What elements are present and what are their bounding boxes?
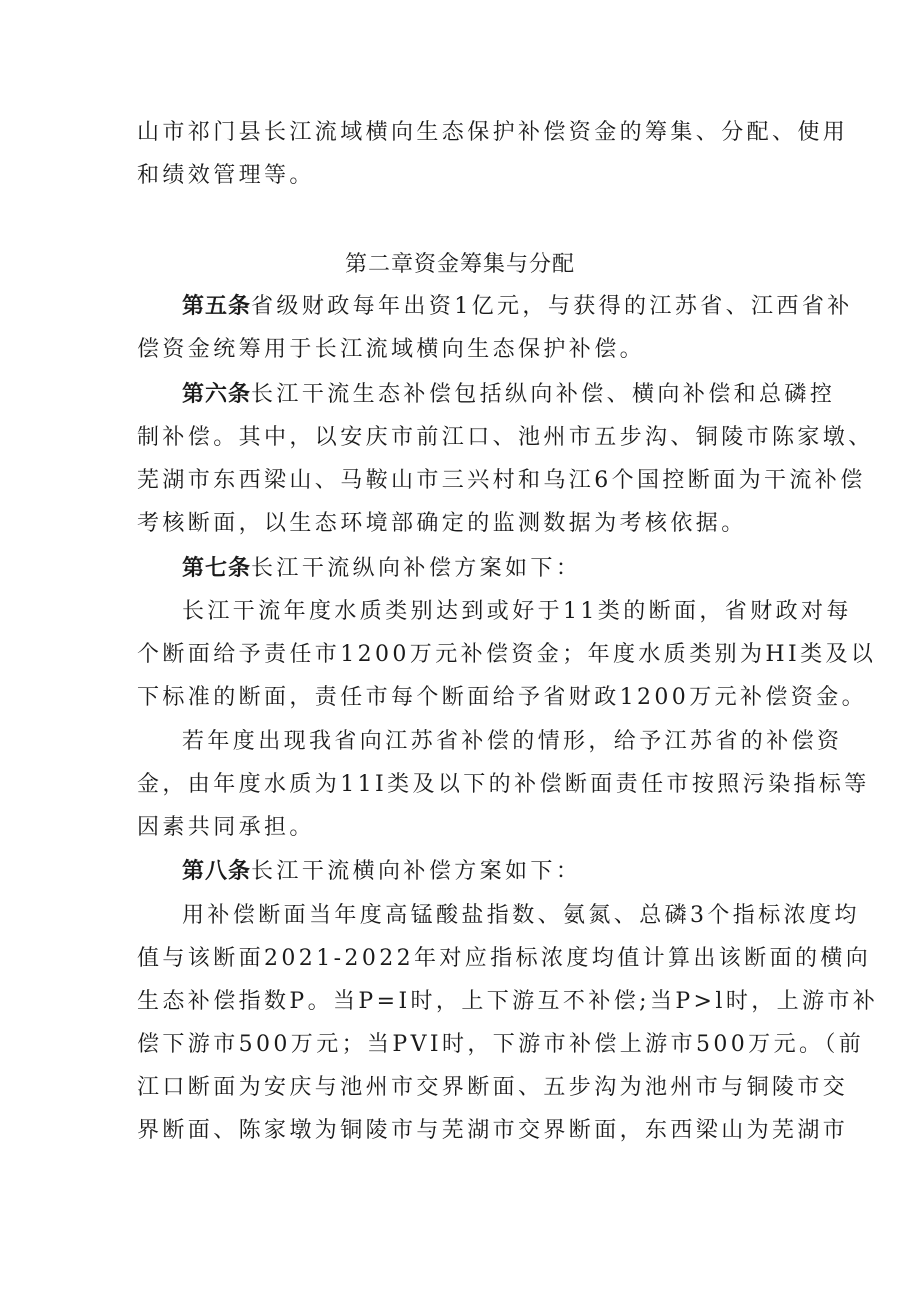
article-8-label: 第八条 — [182, 859, 252, 884]
article-6-line-3: 芜湖市东西梁山、马鞍山市三兴村和乌江6个国控断面为干流补偿 — [137, 468, 866, 493]
article-5-text: 省级财政每年出资1亿元，与获得的江苏省、江西省补 — [251, 294, 853, 319]
article-6-text: 长江干流生态补偿包括纵向补偿、横向补偿和总磷控 — [251, 382, 836, 407]
article-7-text: 长江干流纵向补偿方案如下： — [251, 556, 582, 581]
article-6-line-1 — [182, 380, 836, 410]
article-8-text: 长江干流横向补偿方案如下： — [251, 859, 582, 884]
article-8-line-1 — [182, 857, 797, 887]
article-6-line-2: 制补偿。其中，以安庆市前江口、池州市五步沟、铜陵市陈家墩、 — [137, 425, 874, 450]
intro-line-2: 和绩效管理等。 — [137, 163, 315, 188]
article-7-para2-line-3: 因素共同承担。 — [137, 815, 315, 840]
article-5-line-1 — [182, 292, 853, 322]
article-8-para1-line-1: 用补偿断面当年度高锰酸盐指数、氨氮、总磷3个指标浓度均 — [182, 903, 860, 928]
article-7-para2-line-2: 金，由年度水质为11I类及以下的补偿断面责任市按照污染指标等 — [137, 772, 870, 797]
article-7-label: 第七条 — [182, 556, 252, 581]
article-5-line-2: 偿资金统筹用于长江流域横向生态保护补偿。 — [137, 337, 646, 362]
intro-line-1: 山市祁门县长江流域横向生态保护补偿资金的筹集、分配、使用 — [137, 120, 849, 145]
chapter-title: 第二章资金筹集与分配 — [344, 252, 575, 277]
article-7-para2-line-1: 若年度出现我省向江苏省补偿的情形，给予江苏省的补偿资 — [182, 729, 843, 754]
article-7-para1-line-2: 个断面给予责任市1200万元补偿资金；年度水质类别为HI类及以 — [137, 642, 877, 667]
article-8-para1-line-6: 界断面、陈家墩为铜陵市与芜湖市交界断面，东西梁山为芜湖市 — [137, 1118, 849, 1143]
article-8-para1-line-2: 值与该断面2021-2022年对应指标浓度均值计算出该断面的横向 — [137, 946, 872, 971]
article-7-para1-line-1: 长江干流年度水质类别达到或好于11类的断面，省财政对每 — [182, 599, 852, 624]
article-6-label: 第六条 — [182, 382, 252, 407]
article-5-label: 第五条 — [182, 294, 252, 319]
article-8-para1-line-5: 江口断面为安庆与池州市交界断面、五步沟为池州市与铜陵市交 — [137, 1075, 849, 1100]
article-7-line-1 — [182, 554, 797, 584]
article-6-line-4: 考核断面，以生态环境部确定的监测数据为考核依据。 — [137, 511, 747, 536]
article-7-para1-line-3: 下标准的断面，责任市每个断面给予省财政1200万元补偿资金。 — [137, 685, 867, 710]
article-8-para1-line-3: 生态补偿指数P。当P=I时，上下游互不补偿;当P>l时，上游市补 — [137, 989, 879, 1014]
article-8-para1-line-4: 偿下游市500万元；当PVI时，下游市补偿上游市500万元。（前 — [137, 1032, 865, 1057]
